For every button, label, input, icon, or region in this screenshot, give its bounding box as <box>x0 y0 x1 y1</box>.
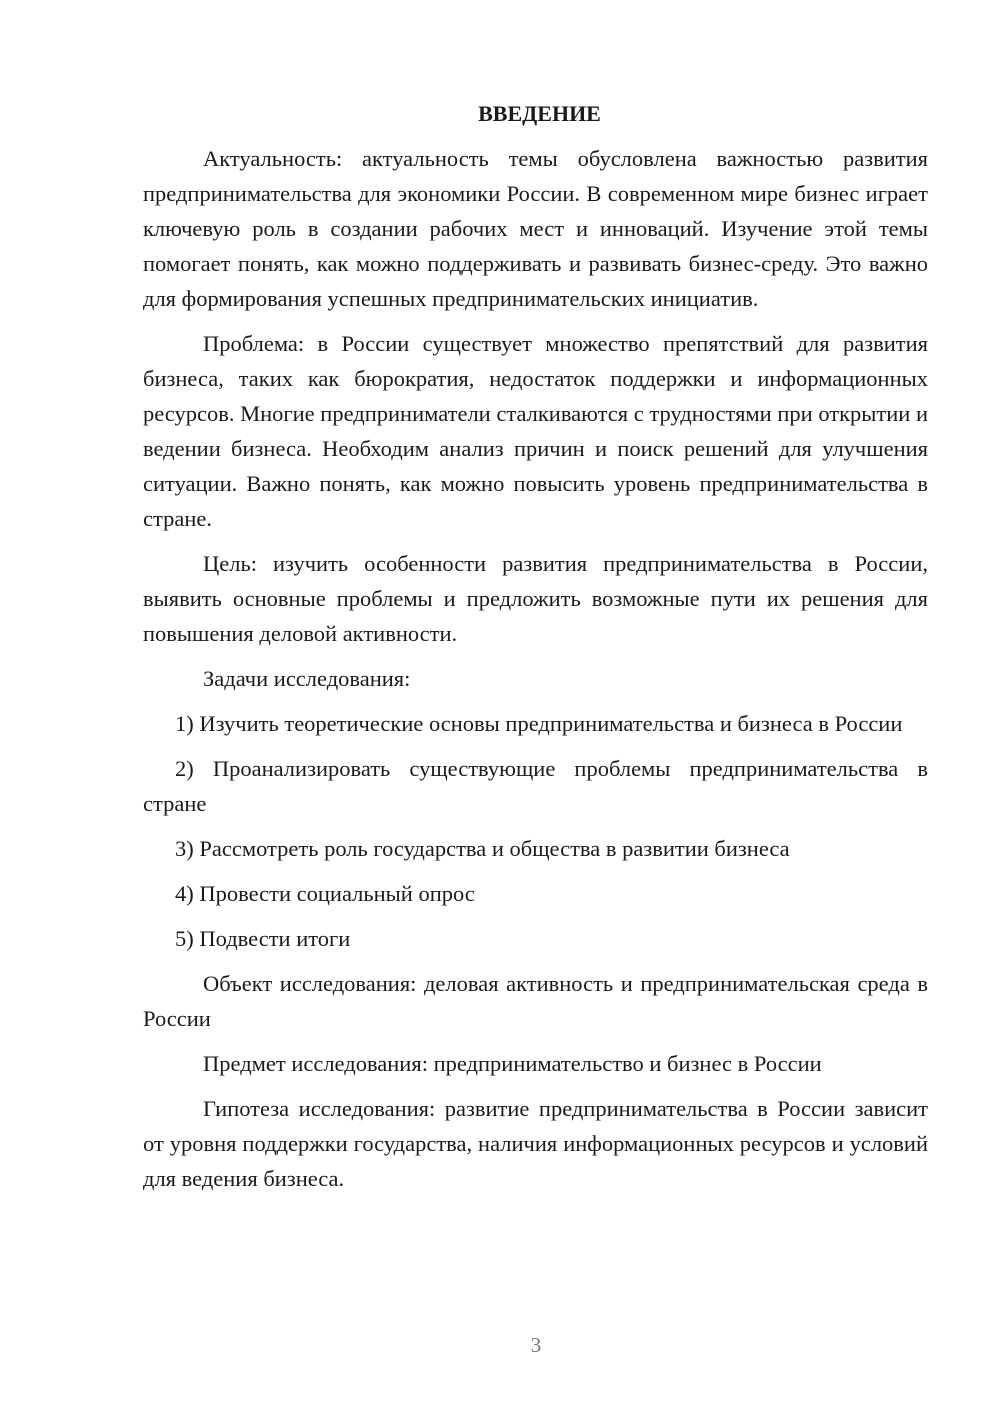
paragraph-relevance: Актуальность: актуальность темы обусловлена важностью развития предпринимательства для экономики России. В современном мире бизнес играет ключевую роль в создании рабочих мест и инноваций. Изучение этой темы помогает понять, как можно поддерживать и развивать бизнес-среду. Это важно для формирования успешных предпринимательских инициатив. <box>143 146 928 311</box>
task-item: 2) Проанализировать существующие проблемы предпринимательства в стране <box>143 756 928 816</box>
page-number: 3 <box>530 1333 542 1357</box>
paragraph-problem: Проблема: в России существует множество препятствий для развития бизнеса, таких как бюрократия, недостаток поддержки и информационных ресурсов. Многие предприниматели сталкиваются с трудностями при открытии и ведении бизнеса. Необходим анализ причин и поиск решений для улучшения ситуации. Важно понять, как можно повысить уровень предпринимательства в стране. <box>143 331 928 531</box>
task-item: 1) Изучить теоретические основы предпринимательства и бизнеса в России <box>175 711 903 736</box>
task-item: 5) Подвести итоги <box>175 926 351 951</box>
paragraph-hypothesis: Гипотеза исследования: развитие предпринимательства в России зависит от уровня поддержки государства, наличия информационных ресурсов и условий для ведения бизнеса. <box>143 1096 928 1191</box>
task-item: 4) Провести социальный опрос <box>175 881 475 906</box>
paragraph-subject: Предмет исследования: предпринимательство и бизнес в России <box>203 1051 822 1076</box>
task-item: 3) Рассмотреть роль государства и общества в развитии бизнеса <box>175 836 790 861</box>
tasks-heading: Задачи исследования: <box>203 666 411 691</box>
paragraph-object: Объект исследования: деловая активность и предпринимательская среда в России <box>143 971 928 1031</box>
section-title: ВВЕДЕНИЕ <box>478 101 601 126</box>
page-content <box>143 96 928 1206</box>
paragraph-goal: Цель: изучить особенности развития предпринимательства в России, выявить основные проблемы и предложить возможные пути их решения для повышения деловой активности. <box>143 551 928 646</box>
